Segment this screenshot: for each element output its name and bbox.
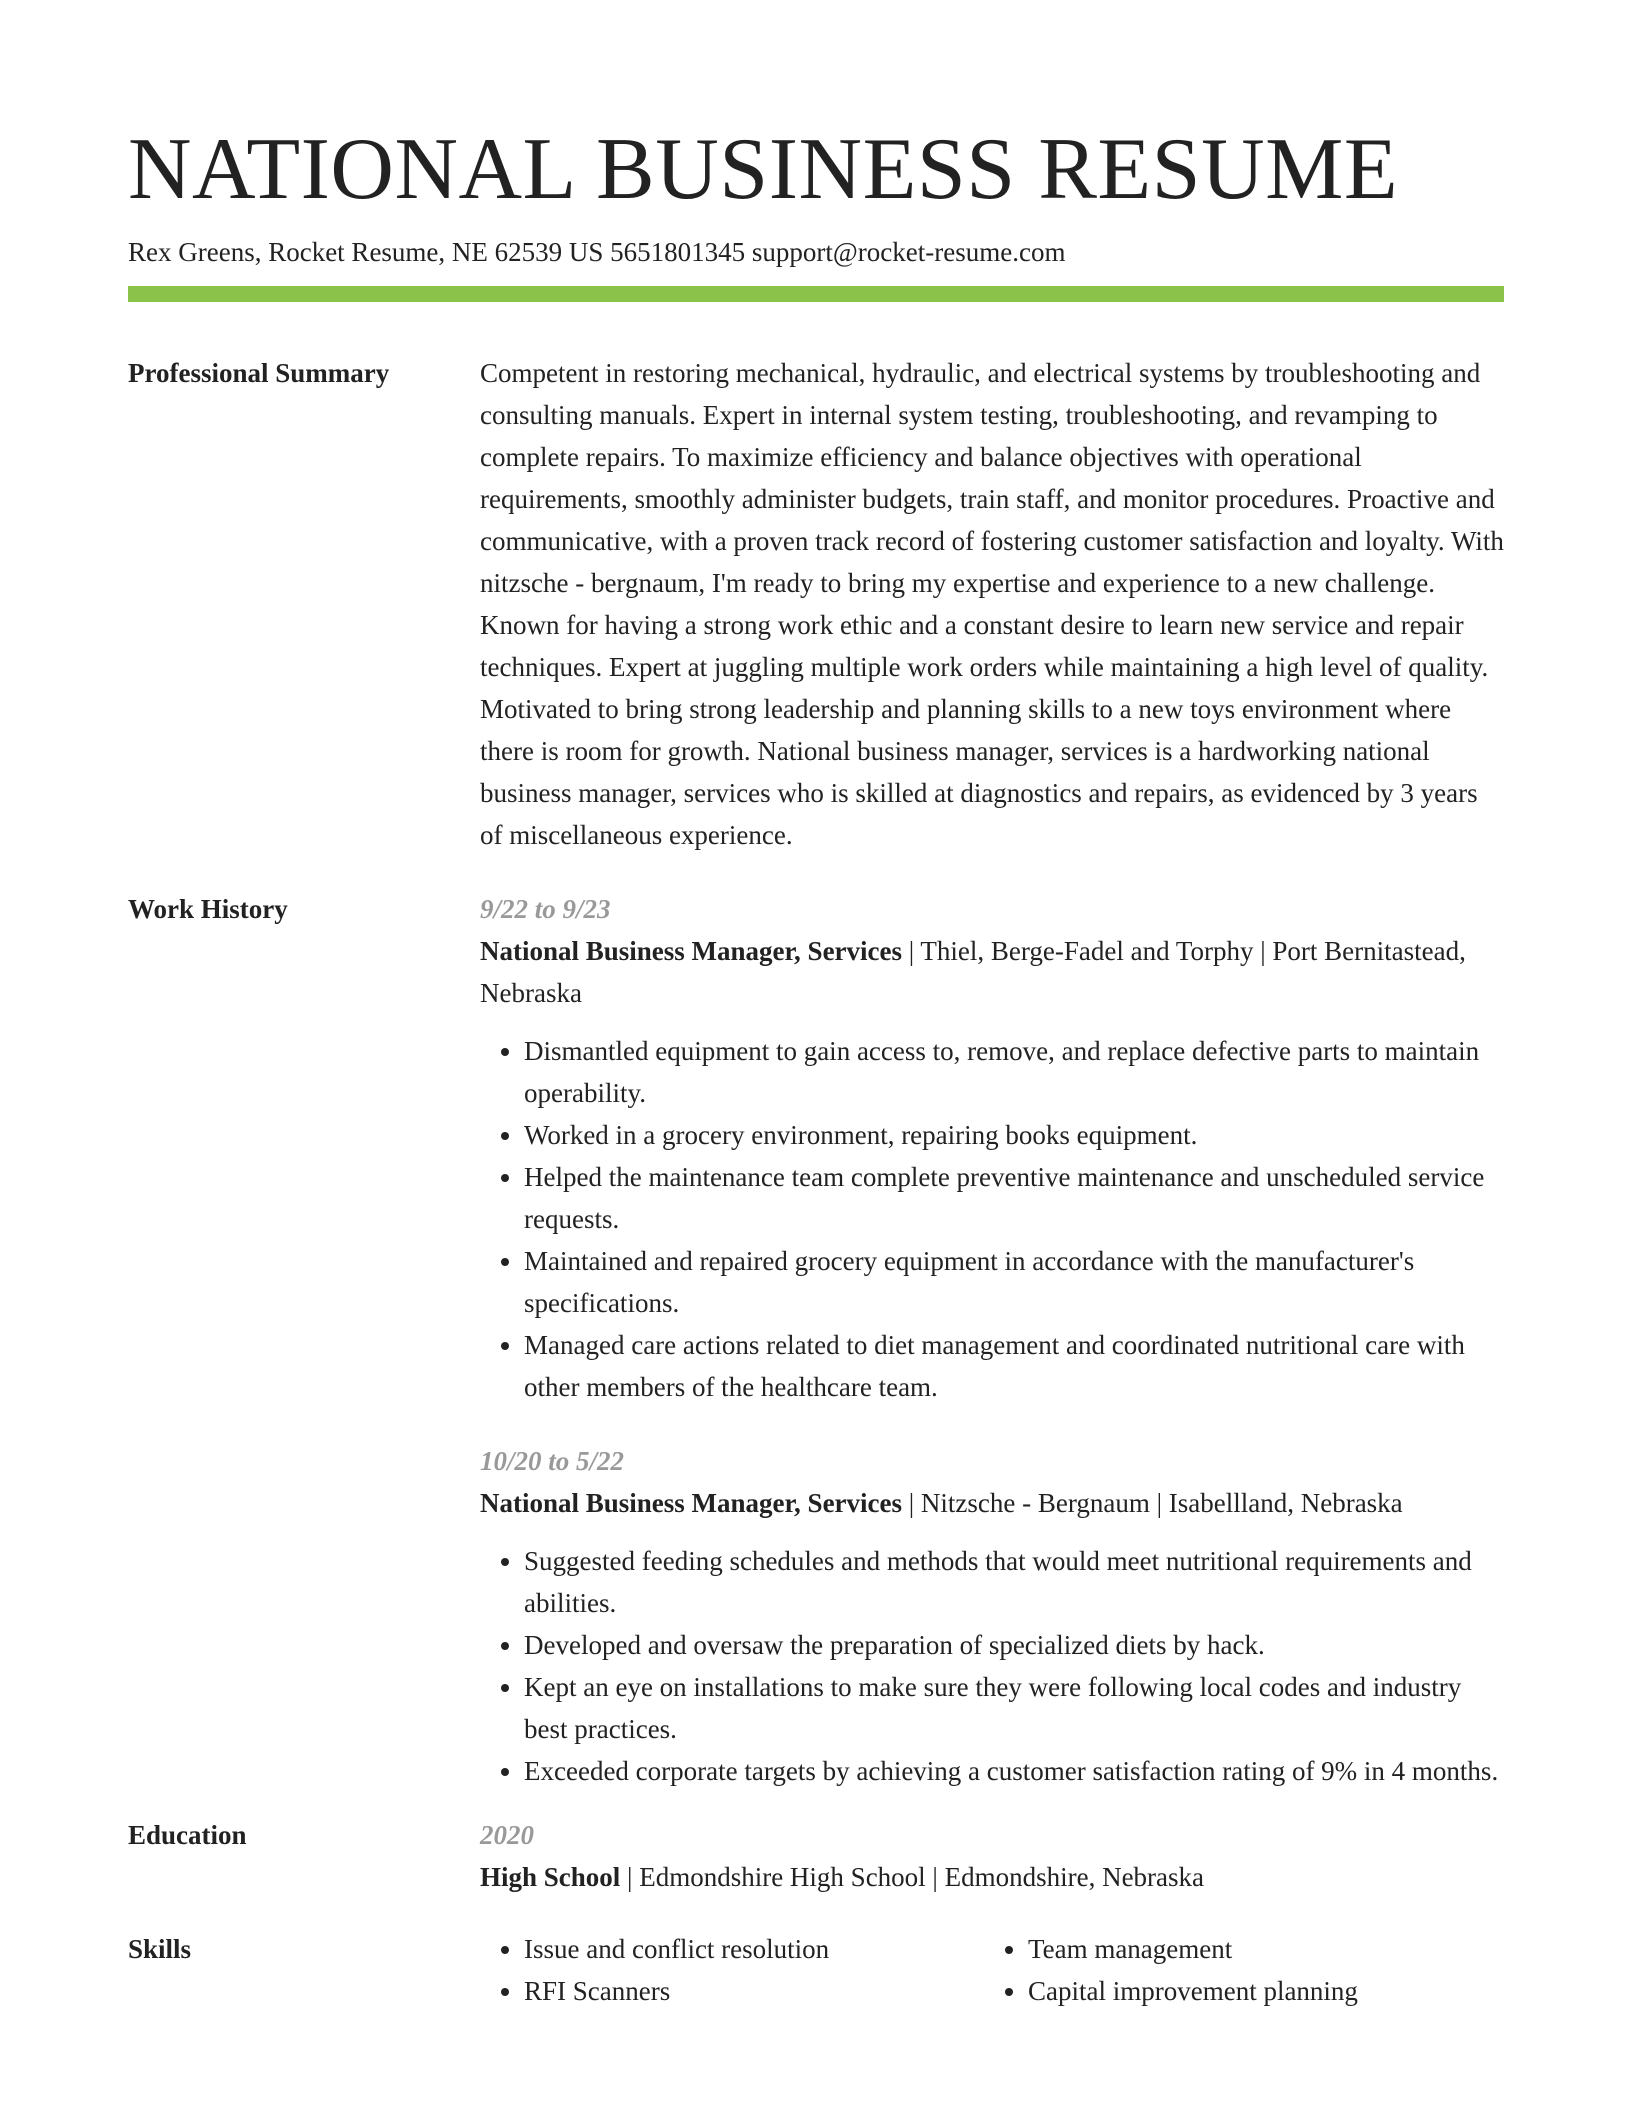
job-header xyxy=(480,930,1504,1014)
work-history-body xyxy=(480,888,1504,1792)
job-dates: 9/22 to 9/23 xyxy=(480,894,611,924)
summary-text: Competent in restoring mechanical, hydraulic, and electrical systems by troubleshooting and consulting manuals. Expert in internal system testing, troubleshooting, and revamping to complete repairs. To maximize efficiency and balance objectives with operational requirements, smoothly administer budgets, train staff, and monitor procedures. Proactive and communicative, with a proven track record of fostering customer satisfaction and loyalty. With nitzsche - bergnaum, I'm ready to bring my expertise and experience to a new challenge. Known for having a strong work ethic and a constant desire to learn new service and repair techniques. Expert at juggling multiple work orders while maintaining a high level of quality. Motivated to bring strong leadership and planning skills to a new toys environment where there is room for growth. National business manager, services is a hardworking national business manager, services who is skilled at diagnostics and repairs, as evidenced by 3 years of miscellaneous experience. xyxy=(480,358,1504,850)
job-title: National Business Manager, Services xyxy=(480,1488,903,1518)
job-bullet: • Exceeded corporate targets by achieving a customer satisfaction rating of 9% in 4 months. xyxy=(524,1750,1504,1792)
skills-heading: Skills xyxy=(128,1934,192,1964)
skill-item: • RFI Scanners xyxy=(524,1970,984,2012)
skills-body xyxy=(480,1928,1504,2012)
work-history-heading: Work History xyxy=(128,894,288,924)
skill-item: • Capital improvement planning xyxy=(1028,1970,1488,2012)
job-bullets xyxy=(480,1540,1504,1792)
resume-page xyxy=(128,118,1504,2012)
job-bullets xyxy=(480,1030,1504,1408)
skills-column-right xyxy=(984,1928,1488,2012)
job-bullet: • Suggested feeding schedules and methods that would meet nutritional requirements and abilities. xyxy=(524,1540,1504,1624)
skill-item: • Issue and conflict resolution xyxy=(524,1928,984,1970)
job-entry xyxy=(480,1440,1504,1792)
job-dates: 10/20 to 5/22 xyxy=(480,1446,625,1476)
skills-column-left xyxy=(480,1928,984,2012)
job-details: | Thiel, Berge-Fadel and Torphy | Port Bernitastead, Nebraska xyxy=(480,936,1466,1008)
job-bullet: • Helped the maintenance team complete preventive maintenance and unscheduled service requests. xyxy=(524,1156,1504,1240)
education-heading: Education xyxy=(128,1820,247,1850)
accent-divider xyxy=(128,286,1504,302)
job-details: | Nitzsche - Bergnaum | Isabellland, Nebraska xyxy=(902,1488,1403,1518)
job-header xyxy=(480,1482,1504,1524)
contact-line: Rex Greens, Rocket Resume, NE 62539 US 5651801345 support@rocket-resume.com xyxy=(128,237,1066,267)
summary-section xyxy=(128,352,1504,856)
skills-section xyxy=(128,1928,1504,2012)
job-title: National Business Manager, Services xyxy=(480,936,903,966)
job-bullet: • Managed care actions related to diet management and coordinated nutritional care with other members of the healthcare team. xyxy=(524,1324,1504,1408)
summary-heading: Professional Summary xyxy=(128,358,390,388)
job-bullet: • Kept an eye on installations to make sure they were following local codes and industry best practices. xyxy=(524,1666,1504,1750)
education-header xyxy=(480,1856,1504,1898)
resume-title: NATIONAL BUSINESS RESUME xyxy=(128,121,1399,218)
education-details: | Edmondshire High School | Edmondshire, Nebraska xyxy=(620,1862,1205,1892)
job-bullet: • Maintained and repaired grocery equipment in accordance with the manufacturer's specifications. xyxy=(524,1240,1504,1324)
education-section xyxy=(128,1814,1504,1898)
education-body xyxy=(480,1814,1504,1898)
job-entry xyxy=(480,888,1504,1408)
skills-grid xyxy=(480,1928,1504,2012)
skill-item: • Team management xyxy=(1028,1928,1488,1970)
education-year: 2020 xyxy=(480,1820,534,1850)
job-bullet: • Worked in a grocery environment, repairing books equipment. xyxy=(524,1114,1504,1156)
education-degree: High School xyxy=(480,1862,621,1892)
job-bullet: • Dismantled equipment to gain access to, remove, and replace defective parts to maintain operability. xyxy=(524,1030,1504,1114)
job-bullet: • Developed and oversaw the preparation of specialized diets by hack. xyxy=(524,1624,1504,1666)
work-history-section xyxy=(128,888,1504,1792)
